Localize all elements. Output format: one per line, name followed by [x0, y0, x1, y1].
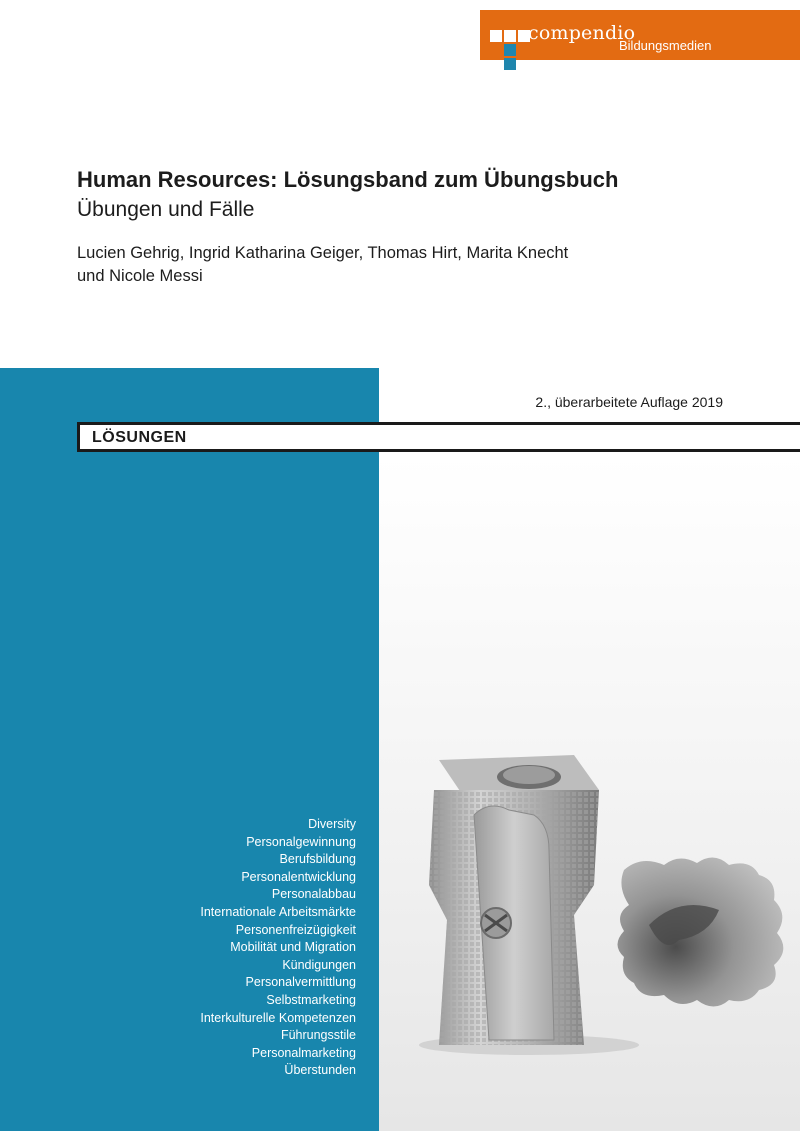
cover-photo [379, 455, 800, 1131]
topic-item: Personalentwicklung [241, 869, 356, 884]
publisher-brand: compendio [528, 22, 636, 44]
topic-item: Diversity [308, 817, 356, 831]
book-authors [77, 242, 697, 288]
topic-item: Personalvermittlung [245, 975, 356, 990]
publisher-subbrand: Bildungsmedien [619, 38, 712, 53]
topic-item: Interkulturelle Kompetenzen [200, 1010, 356, 1025]
solutions-banner [77, 422, 800, 452]
topic-item: Führungsstile [280, 1028, 356, 1043]
topic-item: Personalgewinnung [246, 834, 356, 849]
publisher-logo [480, 10, 800, 60]
topic-item: Personenfreizügigkeit [235, 922, 356, 937]
topic-item: Kündigungen [282, 957, 356, 972]
authors-line-1: Lucien Gehrig, Ingrid Katharina Geiger, Thomas Hirt, Marita Knecht [77, 244, 569, 262]
topic-item: Selbstmarketing [266, 992, 356, 1007]
topic-item: Mobilität und Migration [230, 940, 356, 955]
topic-item: Internationale Arbeitsmärkte [200, 904, 356, 919]
solutions-label: LÖSUNGEN [92, 429, 187, 446]
topics-list [200, 816, 356, 1080]
pencil-sharpener-icon [379, 455, 800, 1131]
topic-item: Personalmarketing [251, 1045, 356, 1060]
topic-item: Personalabbau [271, 887, 356, 902]
topic-item: Überstunden [284, 1063, 356, 1078]
compendio-logo-icon [490, 30, 530, 70]
authors-line-2: und Nicole Messi [77, 267, 203, 285]
topic-item: Berufsbildung [279, 852, 356, 867]
edition-label: 2., überarbeitete Auflage 2019 [535, 394, 723, 410]
book-title: Human Resources: Lösungsband zum Übungsbuch [77, 167, 619, 192]
book-subtitle: Übungen und Fälle [77, 198, 255, 221]
